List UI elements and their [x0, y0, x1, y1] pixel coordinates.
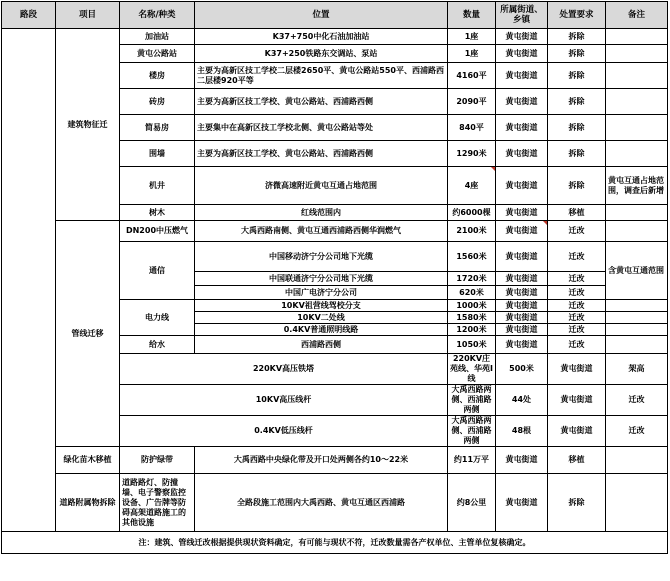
table-row: [2, 447, 668, 474]
row-qty: 4160平: [448, 63, 496, 89]
row-requirement: 拆除: [548, 141, 606, 167]
row-requirement: 迁改: [548, 336, 606, 354]
row-qty: 1座: [448, 45, 496, 63]
row-location: 10KV二处线: [195, 312, 448, 324]
row-requirement: 迁改: [606, 416, 668, 447]
row-location: 全路段施工范围内大禹西路、黄屯互通区西浦路: [195, 474, 448, 532]
group-greening: 绿化苗木移植: [56, 447, 120, 474]
row-street: 黄屯街道: [496, 63, 548, 89]
row-name: 树木: [120, 205, 195, 221]
row-street: 黄屯街道: [496, 45, 548, 63]
row-location: 主要为高新区技工学校、黄屯公路站、西浦路西侧: [195, 89, 448, 115]
header-qty: 数量: [448, 2, 496, 29]
row-requirement: 迁改: [548, 242, 606, 272]
row-note: [606, 300, 668, 312]
row-requirement: 迁改: [548, 312, 606, 324]
row-requirement: 拆除: [548, 63, 606, 89]
row-requirement: 迁改: [548, 221, 606, 242]
row-note: [606, 115, 668, 141]
row-qty: 500米: [496, 354, 548, 385]
row-qty: 48根: [496, 416, 548, 447]
header-row: [2, 2, 668, 29]
row-requirement: 拆除: [548, 45, 606, 63]
row-qty: 44处: [496, 385, 548, 416]
row-qty: 4座: [448, 167, 496, 205]
row-street: 黄屯街道: [496, 29, 548, 45]
row-requirement: 迁改: [548, 272, 606, 286]
row-name: 道路路灯、防撞墙、电子警察监控设备、广告牌等防碍高架道路施工的其他设施: [120, 474, 195, 532]
row-note: [606, 89, 668, 115]
row-requirement: 迁改: [548, 286, 606, 300]
relocation-table: [1, 1, 668, 554]
row-qty: 约6000棵: [448, 205, 496, 221]
row-requirement: 拆除: [548, 89, 606, 115]
table-row: [2, 29, 668, 45]
row-qty: 1290米: [448, 141, 496, 167]
row-requirement: 架高: [606, 354, 668, 385]
header-name: 名称/种类: [120, 2, 195, 29]
row-name: 加油站: [120, 29, 195, 45]
row-qty: 1050米: [448, 336, 496, 354]
row-requirement: 拆除: [548, 29, 606, 45]
row-name: 给水: [120, 336, 195, 354]
row-requirement: 拆除: [548, 167, 606, 205]
row-qty: 840平: [448, 115, 496, 141]
group-pipelines: 管线迁移: [56, 221, 120, 447]
row-name: 机井: [120, 167, 195, 205]
row-qty: 约8公里: [448, 474, 496, 532]
row-qty: 1560米: [448, 242, 496, 272]
header-road: 路段: [2, 2, 56, 29]
row-requirement: 迁改: [606, 385, 668, 416]
row-street: 黄屯街道: [496, 272, 548, 286]
group-facilities: 道路附属物拆除: [56, 474, 120, 532]
row-location: 西浦路西侧: [195, 336, 448, 354]
row-street: 黄屯街道: [496, 221, 548, 242]
row-qty: 1000米: [448, 300, 496, 312]
row-qty: 1200米: [448, 324, 496, 336]
road-cell: [2, 29, 56, 532]
row-street: 黄屯街道: [496, 167, 548, 205]
row-location: 大禹西路中央绿化带及开口处两侧各约10～22米: [195, 447, 448, 474]
row-note: [606, 221, 668, 242]
row-location: K37+750中化石油加油站: [195, 29, 448, 45]
header-requirement: 处置要求: [548, 2, 606, 29]
row-street: 黄屯街道: [496, 141, 548, 167]
row-qty: 2100米: [448, 221, 496, 242]
row-street: 黄屯街道: [496, 312, 548, 324]
row-location: 济微高速附近黄屯互通占地范围: [195, 167, 448, 205]
row-street: 黄屯街道: [496, 474, 548, 532]
row-requirement: 移植: [548, 447, 606, 474]
row-name: 防护绿带: [120, 447, 195, 474]
row-note: [606, 447, 668, 474]
row-note: [606, 45, 668, 63]
row-street: 黄屯街道: [548, 385, 606, 416]
row-name: 简易房: [120, 115, 195, 141]
row-location: 中国广电济宁分公司: [195, 286, 448, 300]
header-note: 备注: [606, 2, 668, 29]
row-location: 主要为高新区技工学校二层楼2650平、黄屯公路站550平、西浦路西二层楼920平等: [195, 63, 448, 89]
row-name: 0.4KV低压线杆: [120, 416, 448, 447]
footer-note: 注：建筑、管线迁改根据提供现状资料确定，有可能与现状不符，迁改数量需各产权单位、主管单位复核确定。: [2, 532, 668, 554]
row-note: [606, 63, 668, 89]
footer-row: [2, 532, 668, 554]
row-location: K37+250铁路东交调站、泵站: [195, 45, 448, 63]
table-row: [2, 221, 668, 242]
row-note: [606, 205, 668, 221]
relocation-table-container: [1, 1, 667, 554]
row-name: 通信: [120, 242, 195, 300]
row-note: [606, 474, 668, 532]
row-location: 大禹西路两侧、西浦路两侧: [448, 416, 496, 447]
row-requirement: 迁改: [548, 300, 606, 312]
row-street: 黄屯街道: [496, 89, 548, 115]
row-note: [606, 29, 668, 45]
row-qty: 约11万平: [448, 447, 496, 474]
table-row: [2, 474, 668, 532]
row-location: 大禹西路两侧、西浦路两侧: [448, 385, 496, 416]
row-qty: 1720米: [448, 272, 496, 286]
row-location: 10KV祖营线驾校分支: [195, 300, 448, 312]
row-street: 黄屯街道: [496, 324, 548, 336]
row-requirement: 迁改: [548, 324, 606, 336]
row-name: DN200中压燃气: [120, 221, 195, 242]
row-note: 含黄屯互通范围: [606, 242, 668, 300]
row-qty: 620米: [448, 286, 496, 300]
row-location: 中国移动济宁分公司地下光缆: [195, 242, 448, 272]
row-requirement: 拆除: [548, 474, 606, 532]
row-location: 220KV庄苑线、华苑Ⅰ线: [448, 354, 496, 385]
row-name: 楼房: [120, 63, 195, 89]
row-qty: 1580米: [448, 312, 496, 324]
row-name: 电力线: [120, 300, 195, 336]
row-street: 黄屯街道: [496, 336, 548, 354]
row-note: [606, 312, 668, 324]
row-name: 围墙: [120, 141, 195, 167]
row-note: 黄屯互通占地范围，调查后新增: [606, 167, 668, 205]
row-location: 主要集中在高新区技工学校北侧、黄屯公路站等处: [195, 115, 448, 141]
row-location: 0.4KV普通照明线路: [195, 324, 448, 336]
row-location: 中国联通济宁分公司地下光缆: [195, 272, 448, 286]
row-street: 黄屯街道: [496, 300, 548, 312]
row-requirement: 移植: [548, 205, 606, 221]
row-street: 黄屯街道: [496, 242, 548, 272]
row-street: 黄屯街道: [496, 115, 548, 141]
row-location: 大禹西路南侧、黄屯互通西浦路西侧华润燃气: [195, 221, 448, 242]
row-location: 主要为高新区技工学校、黄屯公路站、西浦路西侧: [195, 141, 448, 167]
row-street: 黄屯街道: [548, 354, 606, 385]
row-street: 黄屯街道: [548, 416, 606, 447]
row-name: 10KV高压线杆: [120, 385, 448, 416]
row-note: [606, 336, 668, 354]
row-name: 黄屯公路站: [120, 45, 195, 63]
row-street: 黄屯街道: [496, 205, 548, 221]
row-street: 黄屯街道: [496, 286, 548, 300]
row-qty: 1座: [448, 29, 496, 45]
row-requirement: 拆除: [548, 115, 606, 141]
row-note: [606, 324, 668, 336]
row-location: 红线范围内: [195, 205, 448, 221]
row-street: 黄屯街道: [496, 447, 548, 474]
group-buildings: 建筑物征迁: [56, 29, 120, 221]
row-name: 220KV高压铁塔: [120, 354, 448, 385]
header-item: 项目: [56, 2, 120, 29]
row-note: [606, 141, 668, 167]
header-location: 位置: [195, 2, 448, 29]
row-name: 砖房: [120, 89, 195, 115]
header-street: 所属街道、乡镇: [496, 2, 548, 29]
row-qty: 2090平: [448, 89, 496, 115]
